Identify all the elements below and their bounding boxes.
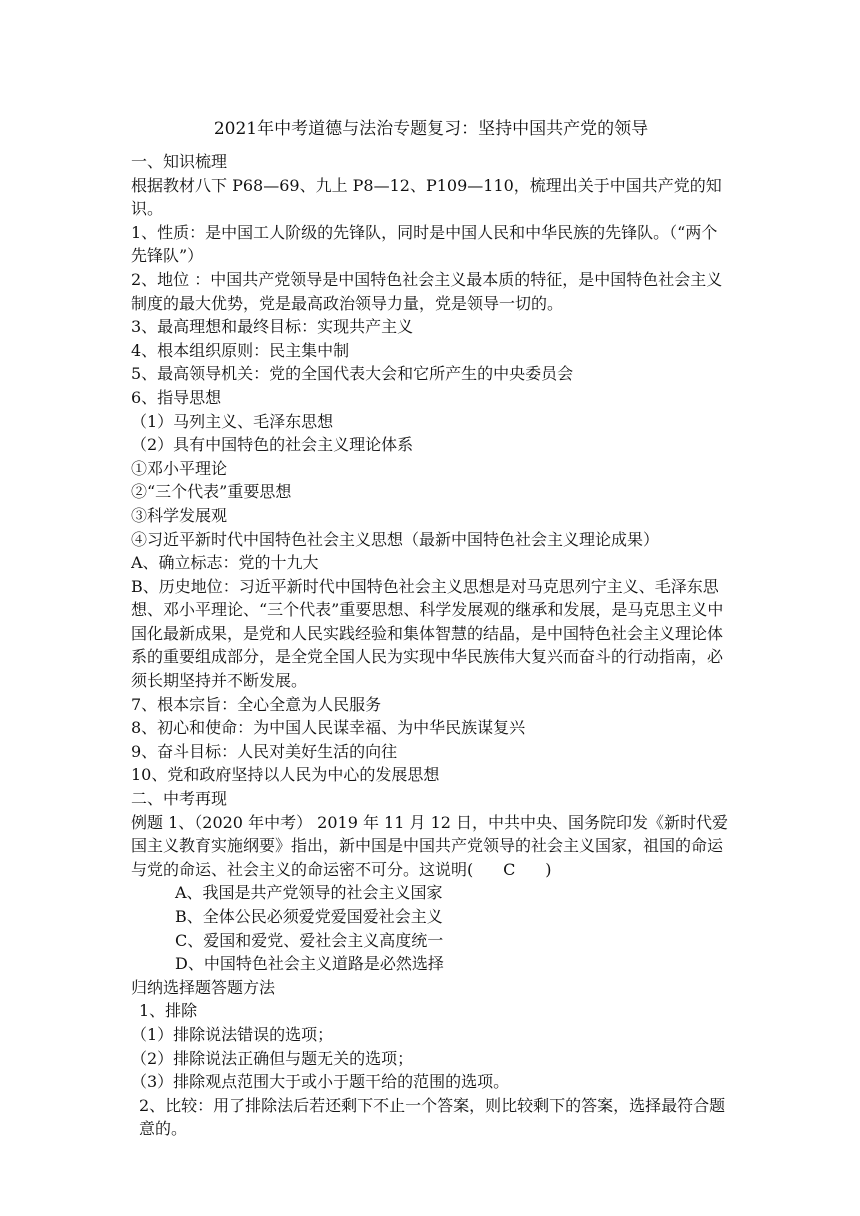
example-question-1-close-paren: )	[545, 859, 552, 879]
knowledge-item-status: 2、地位 ：中国共产党领导是中国特色社会主义最本质的特征，是中国特色社会主义制度的最大优势，党是最高政治领导力量，党是领导一切的。	[131, 269, 723, 313]
knowledge-item-leadership: 5、最高领导机关：党的全国代表大会和它所产生的中央委员会	[131, 364, 574, 384]
section-knowledge-heading: 一、知识梳理	[131, 152, 228, 171]
knowledge-item-principle: 4、根本组织原则：民主集中制	[131, 340, 350, 360]
guiding-thought-establishment: A、确立标志：党的十九大	[131, 553, 319, 573]
knowledge-item-ideal: 3、最高理想和最终目标：实现共产主义	[131, 317, 414, 337]
knowledge-item-nature: 1、性质：是中国工人阶级的先锋队，同时是中国人民和中华民族的先锋队。（“两个先锋队”）	[131, 222, 718, 266]
knowledge-item-mission: 8、初心和使命：为中国人民谋幸福、为中华民族谋复兴	[131, 718, 526, 738]
example-question-1-text: 例题 1、（2020 年中考） 2019 年 11 月 12 日，中共中央、国务院印发《新时代爱国主义教育实施纲要》指出，新中国是中国共产党领导的社会主义国家，祖国的命运与党的命运、社会主义的命运密不可分。这说明(	[131, 812, 729, 879]
example-option-b: B、全体公民必须爱党爱国爱社会主义	[175, 907, 443, 926]
method-heading: 归纳选择题答题方法	[131, 977, 276, 997]
section-exam-review-heading: 二、中考再现	[131, 789, 228, 809]
guiding-thought-item-1: （1）马列主义、毛泽东思想	[131, 411, 334, 431]
method-elimination: 1、排除	[139, 1001, 198, 1021]
method-elimination-rule-3: （3）排除观点范围大于或小于题干给的范围的选项。	[131, 1072, 510, 1092]
knowledge-intro: 根据教材八下 P68—69、九上 P8—12、P109—110，梳理出关于中国共产党的知识。	[131, 175, 722, 219]
example-question-1-answer: C	[503, 859, 516, 879]
example-option-d: D、中国特色社会主义道路是必然选择	[175, 954, 444, 974]
knowledge-item-people-centered: 10、党和政府坚持以人民为中心的发展思想	[131, 765, 440, 785]
guiding-thought-subitem-deng: ①邓小平理论	[131, 458, 228, 478]
guiding-thought-subitem-xi: ④习近平新时代中国特色社会主义思想（最新中国特色社会主义理论成果）	[131, 529, 660, 549]
example-question-1	[131, 811, 731, 882]
method-elimination-rule-1: （1）排除说法错误的选项；	[131, 1024, 334, 1044]
guiding-thought-item-2: （2）具有中国特色的社会主义理论体系	[131, 435, 414, 455]
guiding-thought-subitem-scientific-development: ③科学发展观	[131, 505, 228, 525]
method-comparison: 2、比较：用了排除法后若还剩下不止一个答案，则比较剩下的答案，选择最符合题意的。	[139, 1095, 726, 1139]
guiding-thought-subitem-three-represents: ②“三个代表”重要思想	[131, 482, 292, 502]
guiding-thought-historical-status: B、历史地位：习近平新时代中国特色社会主义思想是对马克思列宁主义、毛泽东思想、邓小平理论、“三个代表”重要思想、科学发展观的继承和发展，是马克思主义中国化最新成果，是党和人民实践经验和集体智慧的结晶，是中国特色社会主义理论体系的重要组成部分，是全党全国人民为实现中华民族伟大复兴而奋斗的行动指南，必须长期坚持并不断发展。	[131, 576, 724, 691]
document-content	[131, 114, 731, 1141]
method-elimination-rule-2: （2）排除说法正确但与题无关的选项；	[131, 1048, 414, 1068]
document-title: 2021年中考道德与法治专题复习：坚持中国共产党的领导	[213, 119, 649, 139]
example-option-a: A、我国是共产党领导的社会主义国家	[175, 883, 443, 903]
example-option-c: C、爱国和爱党、爱社会主义高度统一	[175, 930, 444, 950]
knowledge-item-goal: 9、奋斗目标：人民对美好生活的向往	[131, 741, 398, 761]
knowledge-item-guiding-thought: 6、指导思想	[131, 387, 222, 407]
knowledge-item-purpose: 7、根本宗旨：全心全意为人民服务	[131, 694, 382, 714]
